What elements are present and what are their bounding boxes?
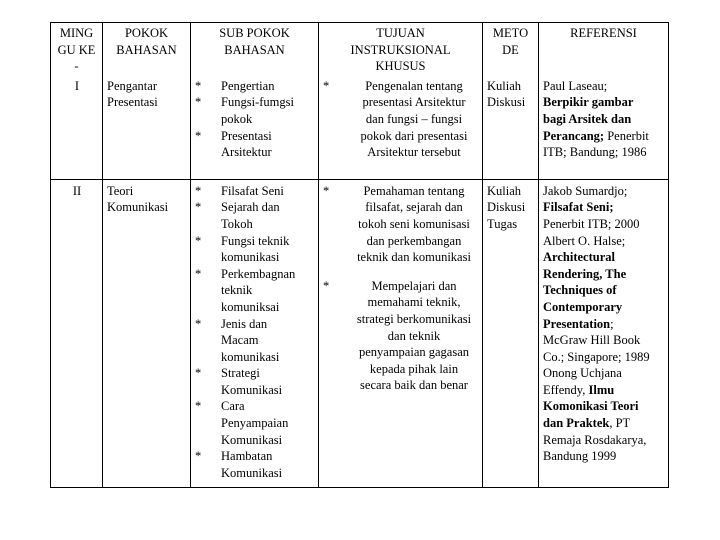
- subtopic-line: Jenis dan: [221, 316, 268, 331]
- objective-line: dan fungsi – fungsi: [365, 111, 463, 126]
- subtopic-text: [221, 94, 315, 127]
- reference-cell: [539, 179, 669, 488]
- objective-line: teknik dan komunikasi: [357, 250, 471, 265]
- subtopic-line: teknik: [221, 283, 253, 298]
- subtopic-item: [195, 398, 315, 448]
- bullet-mark: *: [195, 399, 202, 414]
- method-line: Diskusi: [487, 95, 526, 110]
- subtopic-line: Cara: [221, 399, 245, 414]
- bullet-mark: *: [323, 78, 330, 93]
- subtopic-item: [195, 365, 315, 398]
- week-cell: II: [51, 179, 103, 488]
- objective-text: [349, 78, 479, 161]
- bullet-mark: *: [195, 78, 202, 93]
- objective-item: [323, 183, 479, 266]
- bullet-mark: *: [195, 366, 202, 381]
- objective-line: tokoh seni komunisasi: [358, 216, 470, 231]
- reference-text-rest: ;: [610, 316, 614, 331]
- topic-line: Komunikasi: [107, 200, 169, 215]
- subtopic-line: Presentasi: [221, 128, 272, 143]
- reference-line: [543, 448, 665, 465]
- objective-cell: [319, 179, 483, 488]
- bullet-mark: *: [195, 128, 202, 143]
- objective-line: presentasi Arsitektur: [362, 95, 466, 110]
- reference-text: Techniques of: [543, 283, 617, 298]
- reference-line: [543, 332, 665, 349]
- reference-text: Effendy,: [543, 382, 589, 397]
- bullet-mark: *: [323, 278, 330, 293]
- bullet-mark: *: [195, 266, 202, 281]
- subtopic-line: Komunikasi: [221, 432, 283, 447]
- method-line: Kuliah: [487, 183, 522, 198]
- topic-cell: [103, 179, 191, 488]
- subtopic-line: Filsafat Seni: [221, 183, 284, 198]
- header-line: SUB POKOK: [219, 26, 290, 40]
- subtopic-line: Fungsi-fumgsi: [221, 95, 294, 110]
- method-cell: [483, 75, 539, 179]
- reference-line: [543, 94, 665, 111]
- reference-text: Penerbit ITB; 2000: [543, 216, 640, 231]
- reference-text: Rendering, The: [543, 266, 627, 281]
- header-line: DE: [502, 42, 519, 57]
- reference-line: [543, 349, 665, 366]
- subtopic-item: [195, 448, 315, 481]
- header-line: -: [74, 59, 79, 74]
- topic-line: Pengantar: [107, 78, 157, 93]
- header-line: GU KE: [57, 42, 96, 57]
- subtopic-line: Fungsi teknik: [221, 233, 290, 248]
- topic-cell: [103, 75, 191, 179]
- reference-line: [543, 199, 665, 216]
- reference-text: dan Praktek: [543, 416, 610, 431]
- subtopic-line: Hambatan: [221, 449, 273, 464]
- reference-line: [543, 111, 665, 128]
- reference-cell: [539, 75, 669, 179]
- header-method: [483, 23, 539, 75]
- objective-text: [349, 278, 479, 394]
- subtopic-item: [195, 183, 315, 200]
- reference-text: Perancang;: [543, 128, 605, 143]
- objective-line: strategi berkomunikasi: [356, 311, 472, 326]
- header-line: POKOK: [124, 26, 169, 40]
- subtopic-line: Strategi: [221, 366, 260, 381]
- reference-text: ITB; Bandung; 1986: [543, 145, 647, 160]
- reference-line: [543, 432, 665, 449]
- reference-line: [543, 78, 665, 95]
- subtopic-text: [221, 448, 315, 481]
- objective-text: [349, 183, 479, 266]
- reference-line: [543, 249, 665, 266]
- header-line: METO: [492, 26, 529, 40]
- reference-text-rest: Penerbit: [604, 128, 649, 143]
- subtopic-text: [221, 365, 315, 398]
- objective-line: memahami teknik,: [367, 295, 461, 310]
- reference-line: [543, 233, 665, 250]
- header-line: REFERENSI: [570, 26, 637, 40]
- subtopic-item: [195, 199, 315, 232]
- reference-text: Remaja Rosdakarya,: [543, 432, 647, 447]
- subtopic-line: Macam: [221, 333, 259, 348]
- objective-line: filsafat, sejarah dan: [365, 200, 463, 215]
- reference-line: [543, 316, 665, 333]
- reference-text-rest: , PT: [609, 416, 631, 431]
- subtopic-item: [195, 233, 315, 266]
- objective-line: dan teknik: [387, 328, 441, 343]
- bullet-mark: *: [195, 233, 202, 248]
- header-line: KHUSUS: [375, 59, 426, 74]
- subtopic-text: [221, 398, 315, 448]
- topic-line: Presentasi: [107, 95, 158, 110]
- method-line: Kuliah: [487, 78, 522, 93]
- objective-line: Arsitektur tersebut: [367, 145, 461, 160]
- header-line: BAHASAN: [116, 42, 177, 57]
- objective-line: pokok dari presentasi: [360, 128, 468, 143]
- header-subtopic: [191, 23, 319, 75]
- subtopic-item: [195, 78, 315, 95]
- subtopic-line: Komunikasi: [221, 465, 283, 480]
- topic-line: Teori: [107, 183, 134, 198]
- bullet-mark: *: [195, 316, 202, 331]
- reference-text: Co.; Singapore; 1989: [543, 349, 650, 364]
- week-cell: I: [51, 75, 103, 179]
- table-row: [51, 75, 669, 179]
- reference-text: McGraw Hill Book: [543, 333, 641, 348]
- reference-text: Bandung 1999: [543, 449, 617, 464]
- subtopic-line: komunikasi: [221, 349, 280, 364]
- objective-line: secara baik dan benar: [360, 378, 468, 393]
- reference-line: [543, 415, 665, 432]
- reference-text: Architectural: [543, 250, 615, 265]
- objective-line: Mempelajari dan: [371, 278, 457, 293]
- subtopic-text: [221, 266, 315, 316]
- bullet-mark: *: [195, 183, 202, 198]
- subtopic-line: Komunikasi: [221, 382, 283, 397]
- subtopic-line: Sejarah dan: [221, 200, 280, 215]
- reference-line: [543, 365, 665, 382]
- subtopic-item: [195, 94, 315, 127]
- objective-line: kepada pihak lain: [369, 361, 459, 376]
- subtopic-cell: [191, 75, 319, 179]
- objective-line: Pemahaman tentang: [363, 183, 465, 198]
- subtopic-cell: [191, 179, 319, 488]
- reference-text: Berpikir gambar: [543, 95, 634, 110]
- subtopic-line: komuniksai: [221, 299, 280, 314]
- reference-text: Paul Laseau;: [543, 78, 608, 93]
- subtopic-line: Perkembagnan: [221, 266, 296, 281]
- subtopic-text: [221, 128, 315, 161]
- table-row: [51, 179, 669, 488]
- subtopic-text: [221, 233, 315, 266]
- header-row: [51, 23, 669, 75]
- reference-line: [543, 398, 665, 415]
- syllabus-table: [50, 22, 669, 488]
- objective-cell: [319, 75, 483, 179]
- subtopic-item: [195, 266, 315, 316]
- header-line: MING: [59, 26, 94, 40]
- reference-text: Onong Uchjana: [543, 366, 622, 381]
- subtopic-line: pokok: [221, 111, 253, 126]
- bullet-mark: *: [323, 183, 330, 198]
- bullet-mark: *: [195, 449, 202, 464]
- header-line: INSTRUKSIONAL: [350, 42, 451, 57]
- subtopic-line: komunikasi: [221, 250, 280, 265]
- reference-line: [543, 128, 665, 145]
- subtopic-line: Arsitektur: [221, 145, 272, 160]
- subtopic-text: [221, 183, 315, 200]
- reference-text: Filsafat Seni;: [543, 200, 614, 215]
- method-cell: [483, 179, 539, 488]
- header-topic: [103, 23, 191, 75]
- bullet-mark: *: [195, 200, 202, 215]
- subtopic-line: Tokoh: [221, 216, 253, 231]
- bullet-mark: *: [195, 95, 202, 110]
- reference-text: Contemporary: [543, 299, 623, 314]
- reference-text: bagi Arsitek dan: [543, 111, 632, 126]
- reference-text: Komonikasi Teori: [543, 399, 639, 414]
- reference-line: [543, 183, 665, 200]
- reference-text-bold: Ilmu: [588, 382, 615, 397]
- reference-text: Albert O. Halse;: [543, 233, 626, 248]
- reference-line: [543, 282, 665, 299]
- reference-text: Jakob Sumardjo;: [543, 183, 628, 198]
- reference-text: Presentation: [543, 316, 611, 331]
- subtopic-item: [195, 128, 315, 161]
- header-line: TUJUAN: [376, 26, 425, 40]
- subtopic-line: Penyampaian: [221, 416, 289, 431]
- reference-line: [543, 216, 665, 233]
- objective-line: dan perkembangan: [366, 233, 462, 248]
- subtopic-item: [195, 316, 315, 366]
- header-objective: [319, 23, 483, 75]
- method-line: Tugas: [487, 216, 518, 231]
- subtopic-text: [221, 316, 315, 366]
- objective-item: [323, 78, 479, 161]
- subtopic-line: Pengertian: [221, 78, 275, 93]
- subtopic-text: [221, 199, 315, 232]
- objective-line: Pengenalan tentang: [365, 78, 463, 93]
- header-reference: [539, 23, 669, 75]
- reference-line: [543, 144, 665, 161]
- header-line: BAHASAN: [224, 42, 285, 57]
- method-line: Diskusi: [487, 200, 526, 215]
- subtopic-text: [221, 78, 315, 95]
- header-week: [51, 23, 103, 75]
- reference-line: [543, 299, 665, 316]
- objective-line: penyampaian gagasan: [358, 345, 470, 360]
- reference-line: [543, 382, 665, 399]
- reference-line: [543, 266, 665, 283]
- objective-item: [323, 278, 479, 394]
